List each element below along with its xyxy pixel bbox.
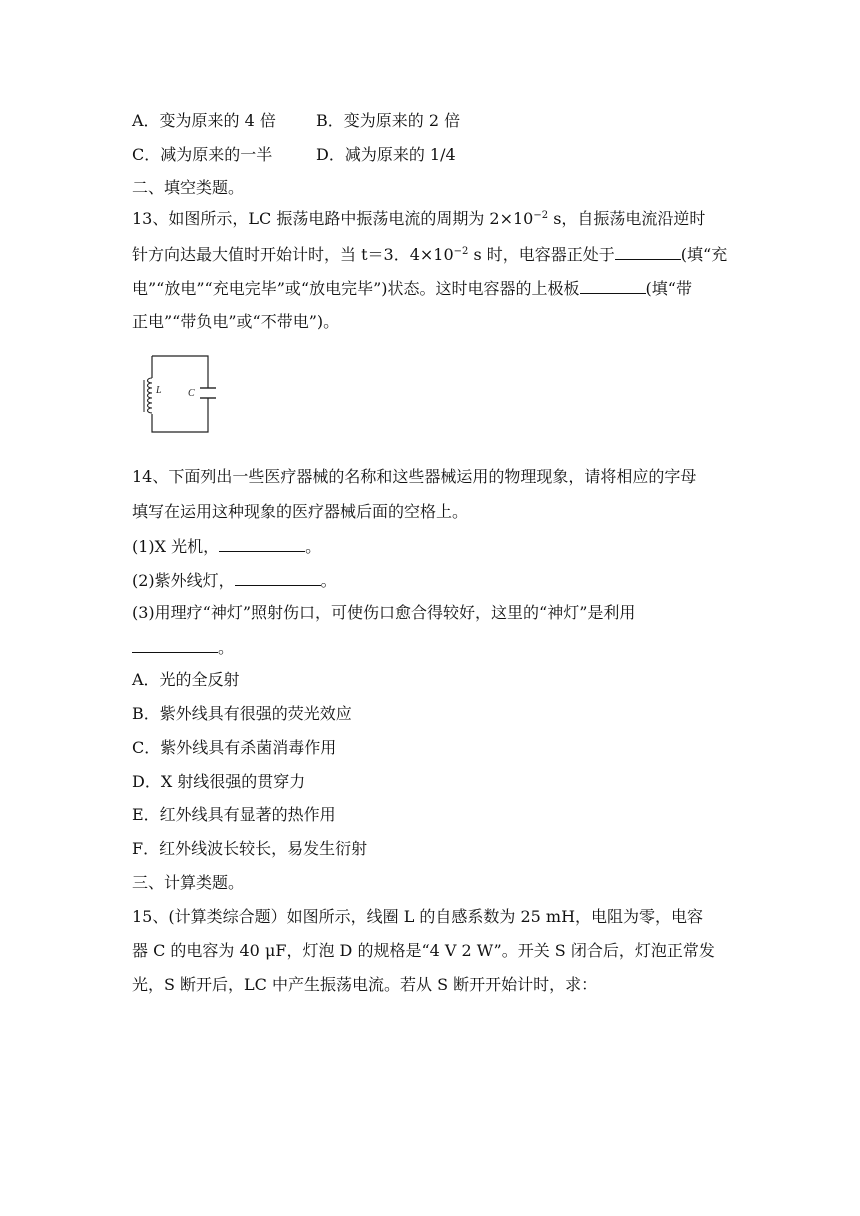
q14-item-text: (2)紫外线灯， — [132, 571, 235, 590]
inductor-label: L — [156, 385, 162, 396]
q14-line-1: 14、下面列出一些医疗器械的名称和这些器械运用的物理现象，请将相应的字母 — [132, 467, 697, 486]
q14-option-a: A．光的全反射 — [132, 670, 240, 689]
q13-line-3 — [132, 277, 692, 300]
section-3-heading: 三、计算类题。 — [132, 873, 245, 892]
q14-period: 。 — [218, 638, 235, 657]
q13-line-2 — [132, 243, 727, 266]
q14-item-3-answer — [132, 636, 234, 659]
q14-answer-blank-3[interactable] — [132, 636, 218, 653]
q15-line-2: 器 C 的电容为 40 μF，灯泡 D 的规格是“4 V 2 W”。开关 S 闭合后，灯泡正常发 — [132, 941, 715, 960]
section-2-heading: 二、填空类题。 — [132, 178, 245, 197]
q13-text: (填“充 — [680, 245, 728, 264]
q14-item-text: (1)X 光机， — [132, 537, 220, 556]
q12-option-d: D．减为原来的 1/4 — [316, 145, 456, 164]
q12-option-b: B．变为原来的 2 倍 — [316, 111, 461, 130]
q13-text: 针方向达最大值时开始计时，当 t＝3．4×10 — [132, 245, 454, 264]
q14-option-b: B．紫外线具有很强的荧光效应 — [132, 704, 352, 723]
q12-option-c: C．减为原来的一半 — [132, 145, 273, 164]
q14-period: 。 — [320, 571, 337, 590]
capacitor-label: C — [188, 388, 195, 399]
q13-line-4: 正电”“带负电”或“不带电”)。 — [132, 312, 340, 331]
q14-answer-blank-1[interactable] — [219, 535, 305, 552]
q13-text: s，自振荡电流沿逆时 — [548, 209, 706, 228]
q12-option-a: A．变为原来的 4 倍 — [132, 111, 276, 130]
q14-option-e: E．红外线具有显著的热作用 — [132, 805, 336, 824]
q14-option-d: D．X 射线很强的贯穿力 — [132, 772, 306, 791]
q13-text: 电”“放电”“充电完毕”或“放电完毕”)状态。这时电容器的上极板 — [132, 279, 580, 298]
q13-exponent: −2 — [533, 210, 549, 221]
q12-options-row-2 — [132, 144, 456, 166]
q14-item-1 — [132, 535, 321, 558]
q14-line-2: 填写在运用这种现象的医疗器械后面的空格上。 — [132, 502, 469, 521]
q13-answer-blank-2[interactable] — [580, 277, 646, 294]
q14-answer-blank-2[interactable] — [235, 569, 321, 586]
q13-text: (填“带 — [645, 279, 692, 298]
q14-option-f: F．红外线波长较长，易发生衍射 — [132, 839, 368, 858]
q13-exponent: −2 — [453, 246, 469, 257]
q14-period: 。 — [305, 537, 322, 556]
q12-options-row-1 — [132, 110, 460, 132]
q13-answer-blank-1[interactable] — [615, 243, 681, 260]
q14-option-c: C．紫外线具有杀菌消毒作用 — [132, 738, 337, 757]
q13-text: s 时，电容器正处于 — [468, 245, 615, 264]
q14-item-3: (3)用理疗“神灯”照射伤口，可使伤口愈合得较好，这里的“神灯”是利用 — [132, 603, 636, 622]
q13-text: 13、如图所示，LC 振荡电路中振荡电流的周期为 2×10 — [132, 209, 534, 228]
q15-line-3: 光，S 断开后，LC 中产生振荡电流。若从 S 断开开始计时，求： — [132, 975, 598, 994]
q14-item-2 — [132, 569, 337, 592]
q15-line-1: 15、(计算类综合题）如图所示，线圈 L 的自感系数为 25 mH，电阻为零，电容 — [132, 907, 704, 926]
q13-line-1 — [132, 208, 705, 230]
lc-circuit-diagram — [140, 352, 218, 436]
